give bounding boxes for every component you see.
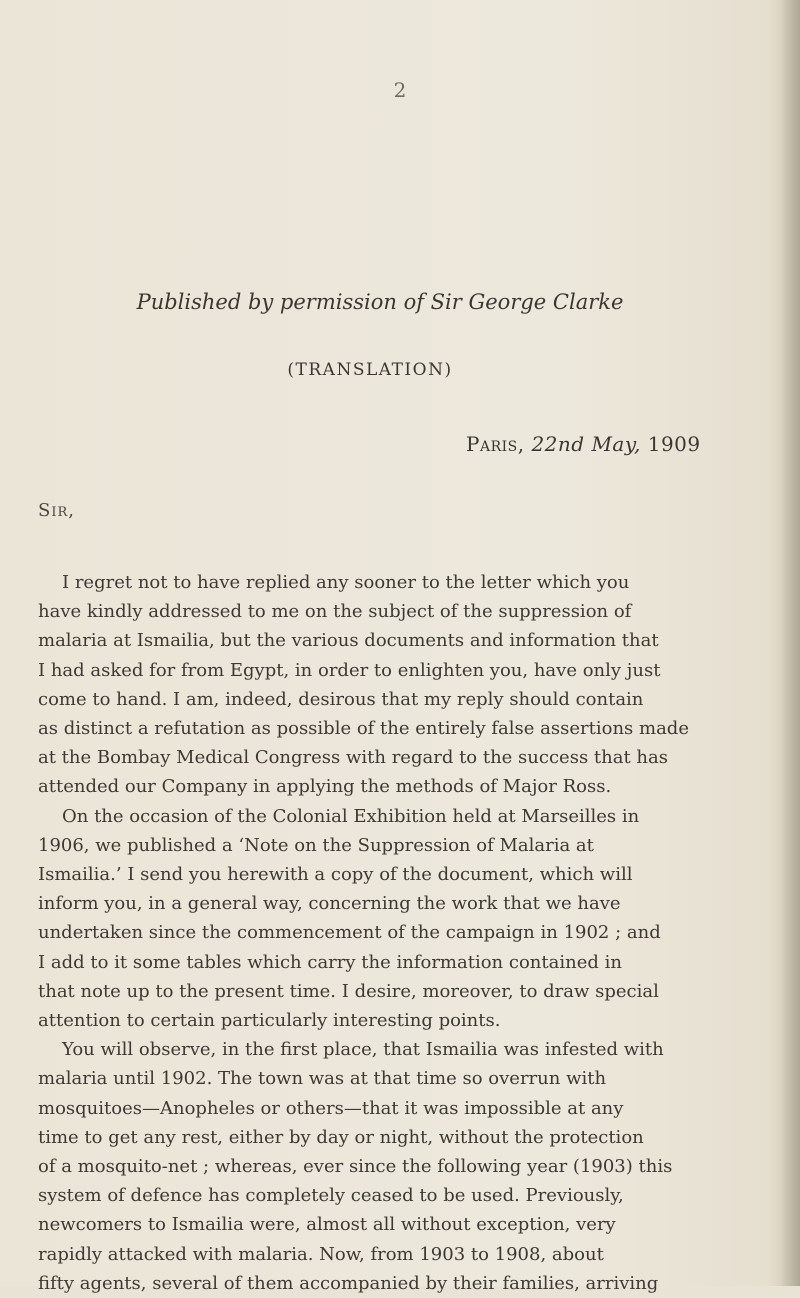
text-line: come to hand. I am, indeed, desirous that my reply should contain xyxy=(38,688,644,710)
text-line: that note up to the present time. I desire, moreover, to draw special xyxy=(38,980,659,1002)
text-line: at the Bombay Medical Congress with regard to the success that has xyxy=(38,747,668,769)
text-line: I had asked for from Egypt, in order to enlighten you, have only just xyxy=(38,659,661,681)
letter-body xyxy=(38,568,764,1298)
text-line: I add to it some tables which carry the information contained in xyxy=(38,951,622,973)
text-line: system of defence has completely ceased to be used. Previously, xyxy=(38,1185,624,1207)
text-line: fifty agents, several of them accompanied by their families, arriving xyxy=(38,1272,659,1294)
text-line: Ismailia.’ I send you herewith a copy of the document, which will xyxy=(38,864,633,886)
text-line: attention to certain particularly interesting points. xyxy=(38,1010,501,1032)
text-line: rapidly attacked with malaria. Now, from 1903 to 1908, about xyxy=(38,1243,604,1265)
dateline-date: 22nd May, xyxy=(531,432,641,456)
text-line: attended our Company in applying the methods of Major Ross. xyxy=(38,776,612,798)
text-line: inform you, in a general way, concerning the work that we have xyxy=(38,893,621,915)
publication-note: Published by permission of Sir George Clarke xyxy=(136,290,624,314)
text-line: time to get any rest, either by day or night, without the protection xyxy=(38,1126,644,1148)
salutation: Sir, xyxy=(38,500,75,521)
page-edge-shadow xyxy=(780,0,800,1286)
text-line: of a mosquito-net ; whereas, ever since the following year (1903) this xyxy=(38,1156,673,1178)
text-line: On the occasion of the Colonial Exhibition held at Marseilles in xyxy=(62,805,640,827)
text-line: I regret not to have replied any sooner to the letter which you xyxy=(62,572,630,593)
translation-label: (TRANSLATION) xyxy=(287,360,453,380)
page-number: 2 xyxy=(393,78,407,102)
text-line: You will observe, in the first place, that Ismailia was infested with xyxy=(62,1039,664,1061)
text-line: newcomers to Ismailia were, almost all without exception, very xyxy=(38,1214,616,1236)
text-line: malaria until 1902. The town was at that time so overrun with xyxy=(38,1068,607,1090)
dateline-place: Paris, xyxy=(466,432,532,456)
text-line: malaria at Ismailia, but the various documents and information that xyxy=(38,630,659,652)
text-line: undertaken since the commencement of the campaign in 1902 ; and xyxy=(38,922,661,944)
text-line: have kindly addressed to me on the subject of the suppression of xyxy=(38,601,632,623)
text-line: 1906, we published a ‘Note on the Suppression of Malaria at xyxy=(38,834,594,856)
text-line: as distinct a refutation as possible of the entirely false assertions made xyxy=(38,718,689,740)
dateline-year: 1909 xyxy=(640,432,701,456)
text-line: mosquitoes—Anopheles or others—that it was impossible at any xyxy=(38,1097,624,1119)
dateline xyxy=(466,432,701,456)
